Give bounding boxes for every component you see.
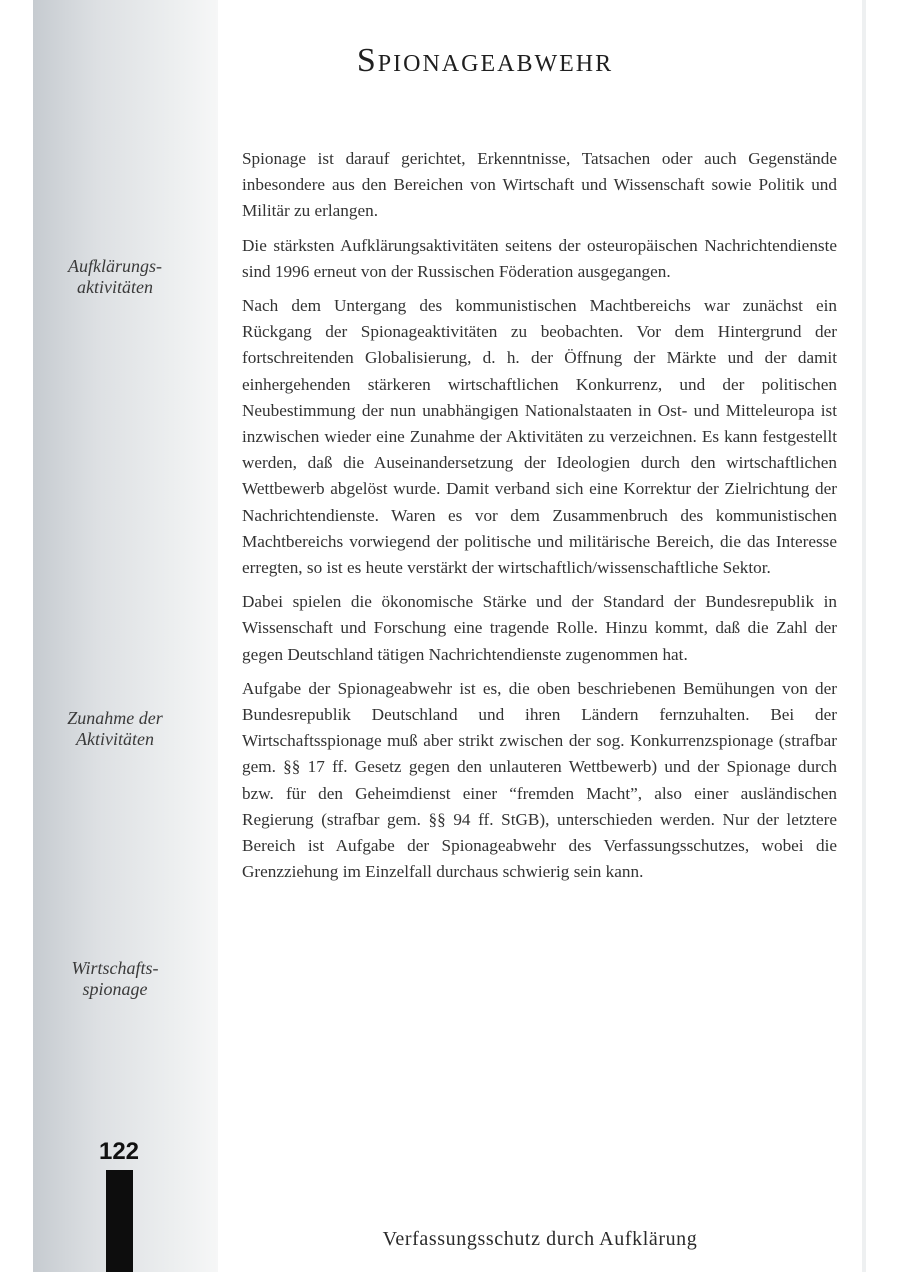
- sidebar-margin: [33, 0, 218, 1272]
- paragraph: Aufgabe der Spionageabwehr ist es, die oben beschriebenen Bemühungen von der Bundesrepublik Deutschland und ihren Ländern fernzuhalten. Bei der Wirtschaftsspionage muß aber strikt zwischen der sog. Konkurrenzspionage (strafbar gem. §§ 17 ff. Gesetz gegen den unlauteren Wettbewerb) und der Spionage durch bzw. für den Geheimdienst einer “fremden Macht”, also einer ausländischen Regierung (strafbar gem. §§ 94 ff. StGB), unterschieden werden. Nur der letztere Bereich ist Aufgabe der Spionageabwehr des Verfassungsschutzes, wobei die Grenzziehung im Einzelfall durchaus schwierig sein kann.: [242, 678, 837, 882]
- margin-note-zunahme: [40, 708, 190, 750]
- footer-title: Verfassungsschutz durch Aufklärung: [382, 1228, 698, 1250]
- paragraph: Nach dem Untergang des kommunistischen Machtbereichs war zunächst ein Rückgang der Spionageaktivitäten zu beobachten. Vor dem Hintergrund der fortschreitenden Globalisierung, d. h. der Öffnung der Märkte und der damit einhergehenden stärkeren wirtschaftlichen Konkurrenz, und der politischen Neubestimmung der nun unabhängigen Nationalstaaten in Ost- und Mitteleuropa ist inzwischen wieder eine Zunahme der Aktivitäten zu verzeichnen. Es kann festgestellt werden, daß die Auseinandersetzung der Ideologien durch den wirtschaftlichen Wettbewerb abgelöst wurde. Damit verband sich eine Korrektur der Zielrichtung der Nachrichtendienste. Waren es vor dem Zusammenbruch des kommunistischen Machtbereichs vorwiegend der politische und militärische Bereich, die das Interesse erregten, so ist es heute verstärkt der wirtschaftlich/wissenschaftliche Sektor.: [242, 296, 837, 578]
- paragraph: Dabei spielen die ökonomische Stärke und der Standard der Bundesrepublik in Wissenschaft und Forschung eine tragende Rolle. Hinzu kommt, daß die Zahl der gegen Deutschland tätigen Nachrichtendienste zugenommen hat.: [242, 592, 837, 664]
- paragraph: Die stärksten Aufklärungsaktivitäten seitens der osteuropäischen Nachrichtendienste sind 1996 erneut von der Russischen Föderation ausgegangen.: [242, 235, 837, 281]
- page-number-bar: [106, 1170, 133, 1272]
- margin-note-wirtschaftsspionage: [40, 958, 190, 1000]
- margin-note-text: Zunahme der Aktivitäten: [67, 708, 163, 749]
- page-title: Spionageabwehr: [356, 42, 614, 79]
- margin-note-text: Aufklärungs- aktivitäten: [68, 256, 162, 297]
- paragraph: Spionage ist darauf gerichtet, Erkenntnisse, Tatsachen oder auch Gegenstände inbesondere aus den Bereichen von Wirtschaft und Wissenschaft sowie Politik und Militär zu erlangen.: [242, 149, 837, 221]
- body-text: [242, 146, 837, 893]
- margin-note-aufklaerung: [40, 256, 190, 298]
- margin-note-text: Wirtschafts- spionage: [71, 958, 159, 999]
- page-number: 122: [98, 1138, 140, 1165]
- page-edge: [862, 0, 866, 1272]
